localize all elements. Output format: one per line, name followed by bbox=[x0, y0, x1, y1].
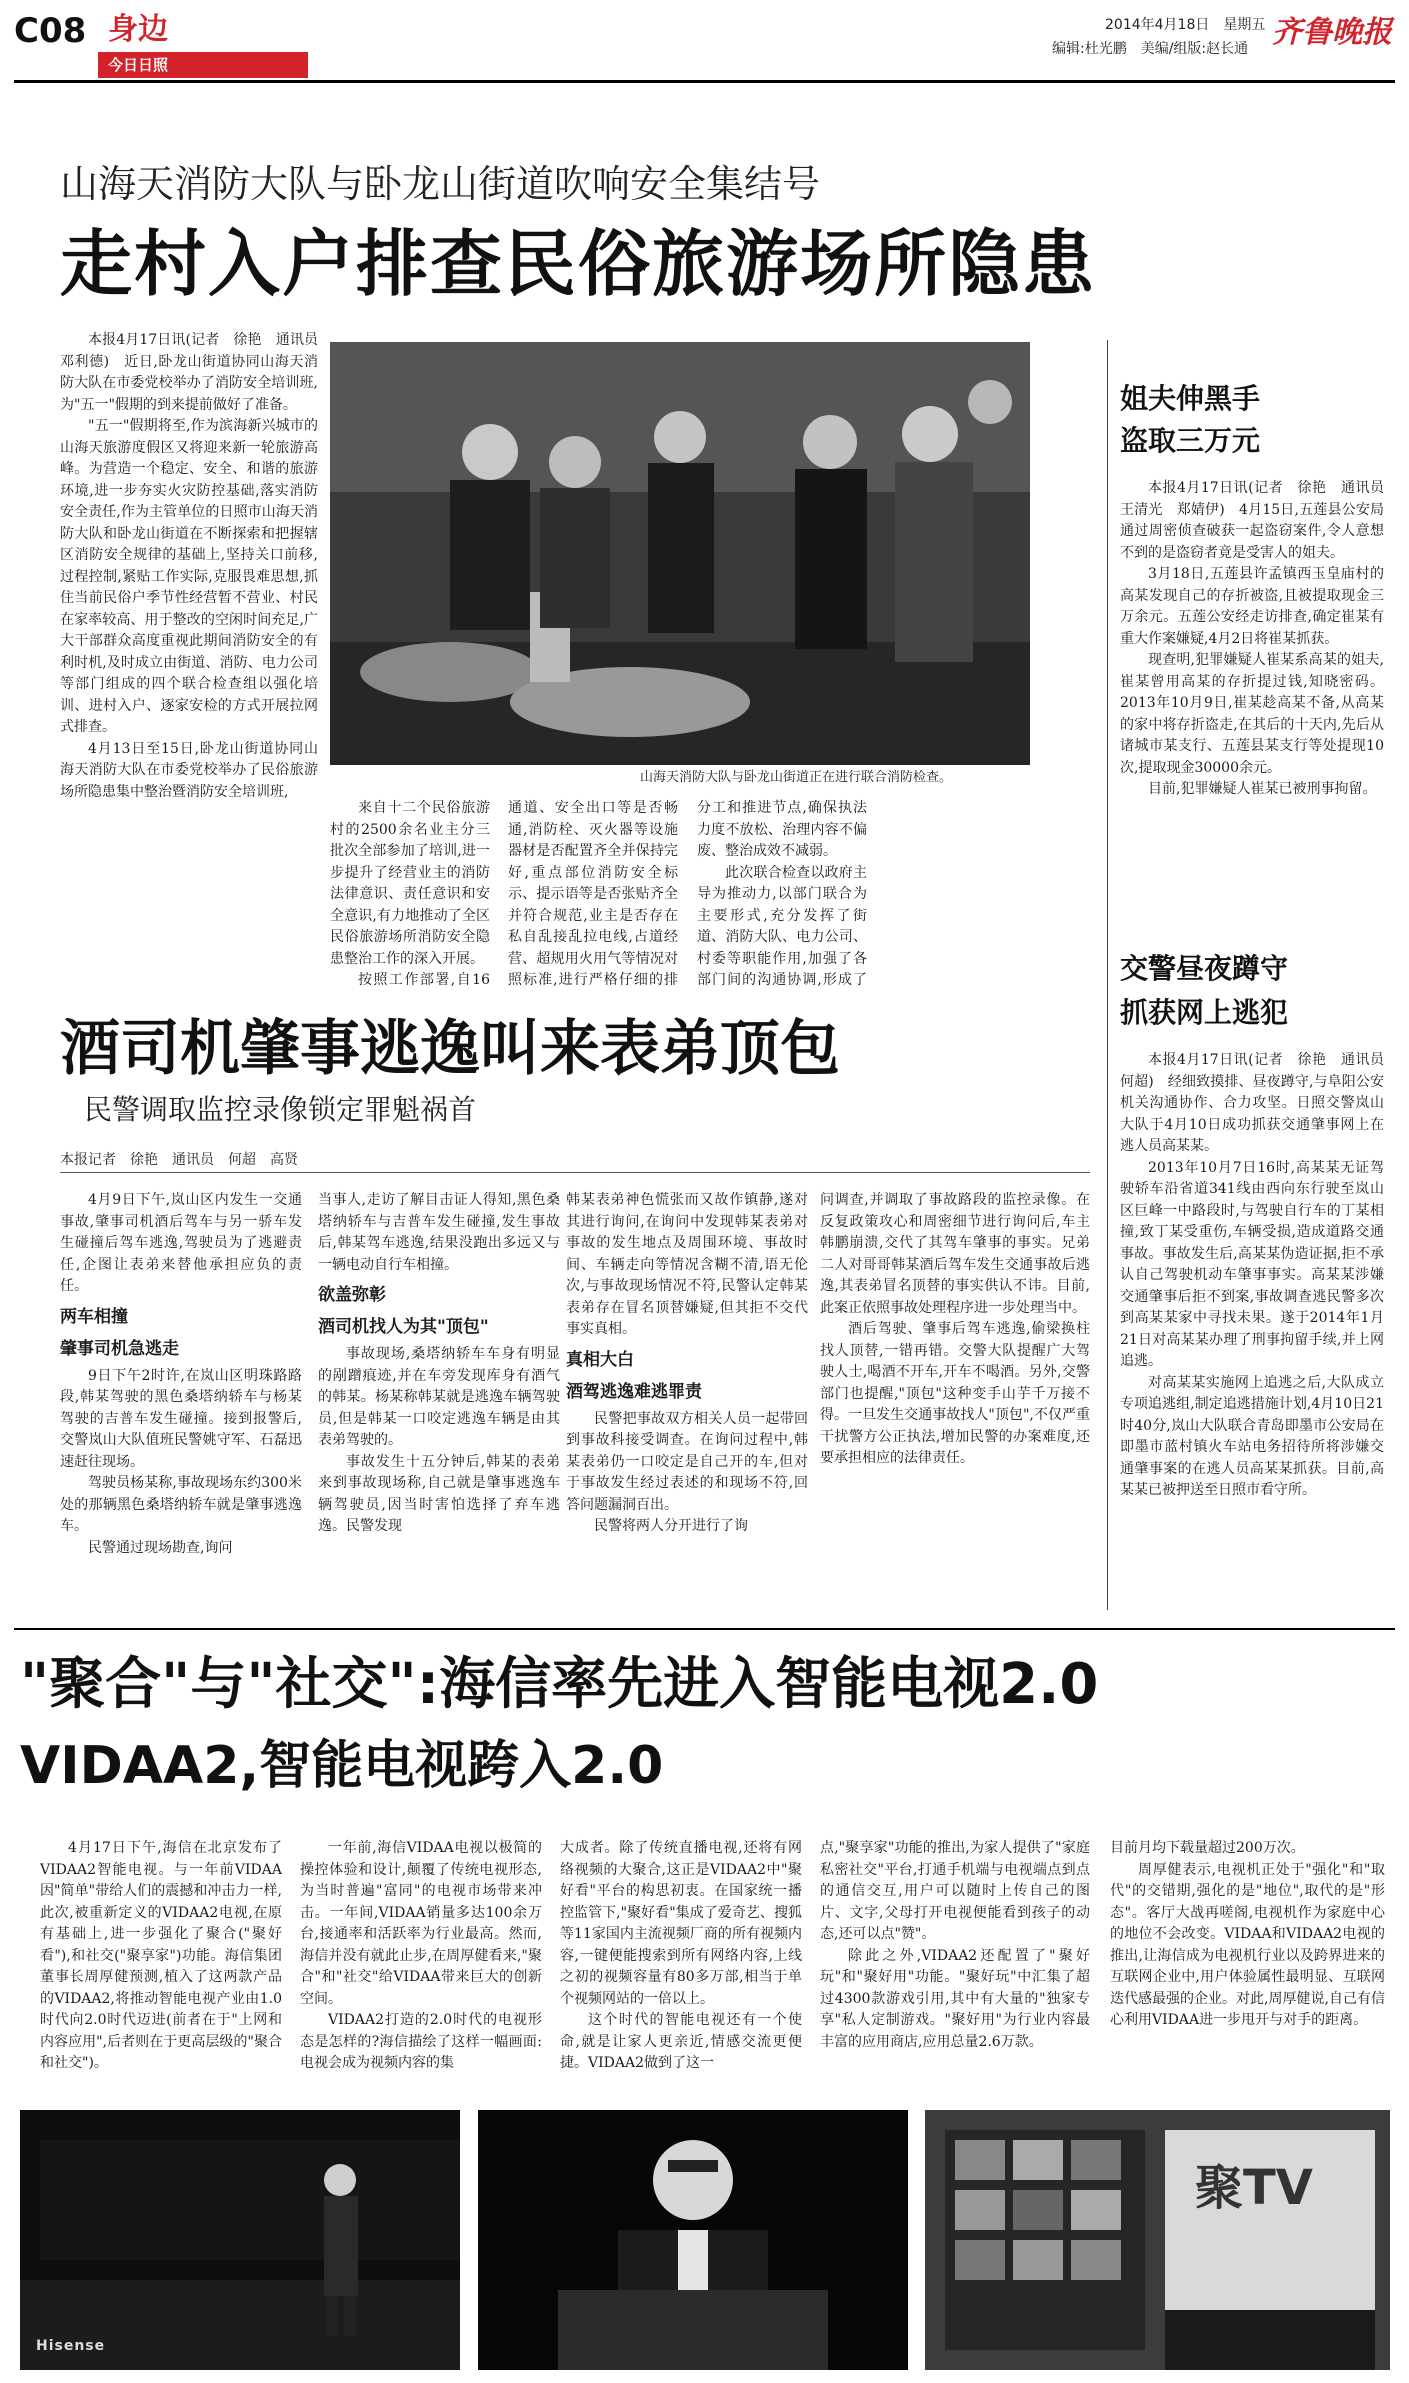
side2-p1: 本报4月17日讯(记者 徐艳 通讯员 何超) 经细致摸排、昼夜蹲守,与阜阳公安机关沟通协作、合力攻坚。日照交警岚山大队于4月10日成功抓获交通肇事网上在逃人员高某某。 bbox=[1120, 1052, 1384, 1154]
article3-col3 bbox=[560, 1838, 802, 2093]
article3-col2-p2: VIDAA2打造的2.0时代的电视形态是怎样的?海信描绘了这样一幅画面:电视会成为视频内容的集 bbox=[300, 2012, 542, 2071]
article3-col3-p1: 大成者。除了传统直播电视,还将有网络视频的大聚合,这正是VIDAA2中"聚好看"平台的构思初衷。在国家统一播控监管下,"聚好看"集成了爱奇艺、搜狐等11家国内主流视频厂商的所有视频内容,一键便能搜索到所有网络内容,上线之初的视频容量有80多万部,相当于单个视频网站的一倍以上。 bbox=[560, 1840, 802, 2007]
side1-body bbox=[1120, 478, 1384, 926]
date-line: 2014年4月18日 星期五 bbox=[1105, 17, 1266, 33]
article3-photo-speaker bbox=[478, 2110, 908, 2370]
article1-col3-p1: 通道、安全出口等是否畅通,消防栓、灭火器等设施器材是否配置齐全并保持完好,重点部位消防安全标示、提示语等是否张贴齐全并符合规范,业主是否存在私自乱接乱拉电线,占道经营、超规用火用气等情况对照标准,进行严格仔细的排 bbox=[508, 800, 678, 988]
article2-byline: 本报记者 徐艳 通讯员 何超 高贤 bbox=[60, 1152, 298, 1168]
sidebar-divider bbox=[1107, 340, 1108, 1610]
presenter-on-stage-illustration bbox=[20, 2110, 460, 2370]
section-name: 身边 bbox=[108, 12, 168, 47]
article1-col1-p1: 本报4月17日讯(记者 徐艳 通讯员 邓利德) 近日,卧龙山街道协同山海天消防大队在市委党校举办了消防安全培训班,为"五一"假期的到来提前做好了准备。 bbox=[60, 332, 318, 413]
editors-line: 编辑:杜光鹏 美编/组版:赵长通 bbox=[1052, 41, 1249, 57]
article2-col2 bbox=[318, 1190, 560, 1610]
page-code: C08 bbox=[14, 11, 87, 51]
article3-headline-2: VIDAA2,智能电视跨入2.0 bbox=[20, 1736, 664, 1796]
article3-col2-p1: 一年前,海信VIDAA电视以极简的操控体验和设计,颠覆了传统电视形态,为当时普遍"富同"的电视市场带来冲击。一年间,VIDAA销量多达100余万台,接通率和活跃率为行业最高。然而,海信并没有就此止步,在周厚健看来,"聚合"和"社交"给VIDAA带来巨大的创新空间。 bbox=[300, 1840, 542, 2007]
article1-col2-p2: 按照工作部署,自16 bbox=[358, 972, 490, 988]
article2-col1-sub1: 两车相撞 bbox=[60, 1306, 128, 1327]
article1-col1 bbox=[60, 330, 318, 990]
article2-col4-p1: 问调查,并调取了事故路段的监控录像。在反复政策攻心和周密细节进行询问后,车主韩鹏崩溃,交代了其驾车肇事的事实。兄弟二人对哥哥韩某酒后驾车发生交通事故后逃逸,其表弟冒名顶替的事实供认不讳。目前,此案正依照事故处理程序进一步处理当中。 bbox=[820, 1192, 1090, 1316]
article1-col4-p2: 此次联合检查以政府主导为推动力,以部门联合为主要形式,充分发挥了街道、消防大队、电力公司、村委等职能作用,加强了各部门间的沟通协调,形成了 bbox=[697, 864, 867, 988]
article1-col4-p1: 分工和推进节点,确保执法力度不放松、治理内容不偏废、整治成效不减弱。 bbox=[697, 800, 867, 859]
article2-col3-sub2: 酒驾逃逸难逃罪责 bbox=[566, 1381, 702, 1402]
article2-col2-sub2: 酒司机找人为其"顶包" bbox=[318, 1317, 489, 1337]
article2-col4 bbox=[820, 1190, 1090, 1610]
article3-photo-tv bbox=[925, 2110, 1390, 2370]
article1-col2-p1: 来自十二个民俗旅游村的2500余名业主分三批次全部参加了培训,进一步提升了经营业主的消防法律意识、责任意识和安全意识,有力地推动了全区民俗旅游场所消防安全隐患整治工作的深入开展。 bbox=[330, 800, 490, 967]
article1-col1-p2: "五一"假期将至,作为滨海新兴城市的山海天旅游度假区又将迎来新一轮旅游高峰。为营造一个稳定、安全、和谐的旅游环境,进一步夯实火灾防控基础,落实消防安全责任,作为主管单位的日照市山海天消防大队和卧龙山街道在不断探索和把握辖区消防安全规律的基础上,坚持关口前移,过程控制,紧贴工作实际,克服畏难思想,抓住当前民俗户季节性经营暂不营业、村民在家率较高、用于整改的空闲时间充足,广大干部群众高度重视此期间消防安全的有利时机,及时成立由街道、消防、电力公司等部门组成的四个联合检查组以强化培训、进村入户、逐家安检的方式开展拉网式排查。 bbox=[60, 418, 318, 735]
article1-col3 bbox=[508, 798, 678, 992]
article2-headline: 酒司机肇事逃逸叫来表弟顶包 bbox=[60, 1014, 840, 1084]
side2-p3: 对高某某实施网上追逃之后,大队成立专项追逃组,制定追逃措施计划,4月10日21时40分,岚山大队联合青岛即墨市公安局在即墨市蓝村镇火车站电务招待所将涉嫌交通肇事案的在逃人员高某某抓获。目前,高某某已被押送至日照市看守所。 bbox=[1120, 1374, 1384, 1498]
side2-headline-1: 交警昼夜蹲守 bbox=[1120, 952, 1289, 985]
article2-col3-p3: 民警将两人分开进行了询 bbox=[594, 1518, 748, 1534]
article2-col1-p1: 4月9日下午,岚山区内发生一交通事故,肇事司机酒后驾车与另一骄车发生碰撞后驾车逃逸,驾驶员为了逃避责任,企图让表弟来替他承担应负的责任。 bbox=[60, 1192, 302, 1294]
article2-col2-p2: 事故现场,桑塔纳轿车车身有明显的剐蹭痕迹,并在车旁发现库身有酒气的韩某。杨某称韩某就是逃逸车辆驾驶员,但是韩某一口咬定逃逸车辆是由其表弟驾驶的。 bbox=[318, 1346, 560, 1448]
subsection-name: 今日日照 bbox=[108, 56, 169, 74]
article3-col1 bbox=[40, 1838, 282, 2093]
smart-tv-screen-illustration bbox=[925, 2110, 1390, 2370]
article2-col3-sub1: 真相大白 bbox=[566, 1349, 634, 1370]
article1-photo-caption: 山海天消防大队与卧龙山街道正在进行联合消防检查。 bbox=[640, 770, 953, 785]
article2-col1-p3: 驾驶员杨某称,事故现场东约300米处的那辆黑色桑塔纳轿车就是肇事逃逸车。 bbox=[60, 1475, 302, 1534]
article2-col2-sub1: 欲盖弥彰 bbox=[318, 1285, 386, 1305]
article3-col5 bbox=[1110, 1838, 1385, 2093]
article1-col2 bbox=[330, 798, 490, 992]
firefighters-photo-illustration bbox=[330, 342, 1030, 765]
article2-col2-p3: 事故发生十五分钟后,韩某的表弟来到事故现场称,自己就是肇事逃逸车辆驾驶员,因当时害怕选择了弃车逃逸。民警发现 bbox=[318, 1453, 560, 1534]
article1-headline: 走村入户排查民俗旅游场所隐患 bbox=[60, 222, 1097, 306]
article2-byline-rule bbox=[60, 1172, 1090, 1173]
article3-photo-stage bbox=[20, 2110, 460, 2370]
side1-p3: 现查明,犯罪嫌疑人崔某系高某的姐夫,崔某曾用高某的存折提过钱,知晓密码。2013年10月9日,崔某趁高某不备,从高某的家中将存折盗走,在其后的十天内,先后从诸城市某支行、五莲县某支行等处提现10次,提取现金30000余元。 bbox=[1120, 652, 1384, 776]
article3-col5-p2: 周厚健表示,电视机正处于"强化"和"取代"的交错期,强化的是"地位",取代的是"形态"。客厅大战再嗟阁,电视机作为家庭中心的地位不会改变。VIDAA和VIDAA2电视的推出,让海信成为电视机行业以及跨界进来的互联网企业中,用户体验属性最明显、互联网迭代感最强的企业。对此,周厚健说,自己有信心利用VIDAA进一步甩开与对手的距离。 bbox=[1110, 1861, 1385, 2028]
article2-col1-p2: 9日下午2时许,在岚山区明珠路路段,韩某驾驶的黑色桑塔纳轿车与杨某驾驶的吉普车发生碰撞。接到报警后,交警岚山大队值班民警姚守军、石磊迅速赶往现场。 bbox=[60, 1367, 302, 1470]
article3-col4 bbox=[820, 1838, 1090, 2093]
article3-headline-1: "聚合"与"社交":海信率先进入智能电视2.0 bbox=[20, 1652, 1099, 1717]
article2-col4-p2: 酒后驾驶、肇事后驾车逃逸,偷梁换柱找人顶替,一错再错。交警大队提醒广大驾驶人士,喝酒不开车,开车不喝酒。另外,交警部门也提醒,"顶包"这种变手山芋千万接不得。一旦发生交通事故找人"顶包",不仅严重干扰警方公正执法,增加民警的办案难度,还要承担相应的法律责任。 bbox=[820, 1321, 1090, 1466]
article2-col3-p1: 韩某表弟神色慌张而又故作镇静,遂对其进行询问,在询问中发现韩某表弟对事故的发生地点及周围环境、事故时间、车辆走向等情况含糊不清,语无伦次,与事故现场情况不符,民警认定韩某表弟存在冒名顶替嫌疑,但其拒不交代事实真相。 bbox=[566, 1192, 808, 1337]
article1-kicker: 山海天消防大队与卧龙山街道吹响安全集结号 bbox=[60, 162, 821, 206]
article2-col1 bbox=[60, 1190, 302, 1610]
article2-col1-sub2: 肇事司机急逃走 bbox=[60, 1338, 179, 1359]
speaker-at-podium-illustration bbox=[478, 2110, 908, 2370]
article3-col1-p1: 4月17日下午,海信在北京发布了VIDAA2智能电视。与一年前VIDAA因"简单"带给人们的震撼和冲击力一样,此次,被重新定义的VIDAA2电视,在原有基础上,进一步强化了聚合("聚好看"),和社交("聚享家")功能。海信集团董事长周厚健预测,植入了这两款产品的VIDAA2,将推动智能电视产业由1.0时代向2.0时代迈进(前者在于"上网和内容应用",后者则在于更高层级的"聚合和社交")。 bbox=[40, 1840, 282, 2071]
article2-col3 bbox=[566, 1190, 808, 1610]
header-rule bbox=[14, 80, 1395, 83]
section-bar bbox=[98, 52, 308, 78]
article2-col1-p4: 民警通过现场勘查,询问 bbox=[88, 1539, 233, 1556]
side2-body bbox=[1120, 1050, 1384, 1610]
article3-top-rule bbox=[14, 1628, 1395, 1630]
side1-headline-2: 盗取三万元 bbox=[1120, 424, 1261, 457]
article1-col4 bbox=[697, 798, 867, 992]
side1-p2: 3月18日,五莲县许孟镇西玉皇庙村的高某发现自己的存折被盗,且被提取现金三万余元。五莲公安经走访排查,确定崔某有重大作案嫌疑,4月2日将崔某抓获。 bbox=[1120, 566, 1384, 647]
side2-headline-2: 抓获网上逃犯 bbox=[1120, 996, 1289, 1029]
side1-p1: 本报4月17日讯(记者 徐艳 通讯员 王清光 郑婧伊) 4月15日,五莲县公安局通过周密侦查破获一起盗窃案件,令人意想不到的是盗窃者竟是受害人的姐夫。 bbox=[1120, 480, 1384, 561]
side2-p2: 2013年10月7日16时,高某某无证驾驶轿车沿省道341线由西向东行驶至岚山区巨峰一中路段时,与驾驶自行车的丁某相撞,致丁某受重伤,车辆受损,造成道路交通事故。事故发生后,高某某伪造证据,拒不承认自己驾驶机动车肇事事实。高某某涉嫌交通肇事后拒不到案,事故调查逃民警多次到高某某家中寻找未果。遂于2014年1月21日对高某某办理了刑事拘留手续,并上网追逃。 bbox=[1120, 1159, 1384, 1369]
ju-tv-screen-text: 聚TV bbox=[1195, 2160, 1313, 2216]
article3-col4-p2: 除此之外,VIDAA2还配置了"聚好玩"和"聚好用"功能。"聚好玩"中汇集了超过4300款游戏引用,其中有大量的"独家专享"私人定制游戏。"聚好用"为行业内容最丰富的应用商店,应用总量2.6万款。 bbox=[820, 1947, 1090, 2050]
article3-col3-p2: 这个时代的智能电视还有一个使命,就是让家人更亲近,情感交流更便捷。VIDAA2做到了这一 bbox=[560, 2012, 802, 2071]
article1-col1-p3: 4月13日至15日,卧龙山街道协同山海天消防大队在市委党校举办了民俗旅游场所隐患集中整治暨消防安全培训班, bbox=[60, 740, 318, 800]
hisense-logo-text: Hisense bbox=[36, 2338, 106, 2354]
article1-photo bbox=[330, 342, 1030, 765]
side1-p4: 目前,犯罪嫌疑人崔某已被刑事拘留。 bbox=[1148, 781, 1377, 797]
article3-col4-p1: 点,"聚享家"功能的推出,为家人提供了"家庭私密社交"平台,打通手机端与电视端点到点的通信交互,用户可以随时上传自己的图片、文字,父母打开电视便能看到孩子的动态,还可以点"赞"。 bbox=[820, 1840, 1090, 1942]
article3-col5-p1: 目前月均下载量超过200万次。 bbox=[1110, 1840, 1305, 1856]
article2-subhead: 民警调取监控录像锁定罪魁祸首 bbox=[84, 1093, 477, 1126]
article3-col2 bbox=[300, 1838, 542, 2093]
paper-logo: 齐鲁晚报 bbox=[1272, 15, 1392, 50]
article1-col5 bbox=[880, 798, 1030, 992]
side1-headline-1: 姐夫伸黑手 bbox=[1120, 382, 1261, 415]
article2-col2-p1: 当事人,走访了解目击证人得知,黑色桑塔纳轿车与吉普车发生碰撞,发生事故后,韩某驾车逃逸,结果没跑出多远又与一辆电动自行车相撞。 bbox=[318, 1192, 560, 1273]
article2-col3-p2: 民警把事故双方相关人员一起带回到事故科接受调查。在询问过程中,韩某表弟仍一口咬定是自己开的车,但对于事故发生经过表述的和现场不符,回答问题漏洞百出。 bbox=[566, 1410, 808, 1513]
